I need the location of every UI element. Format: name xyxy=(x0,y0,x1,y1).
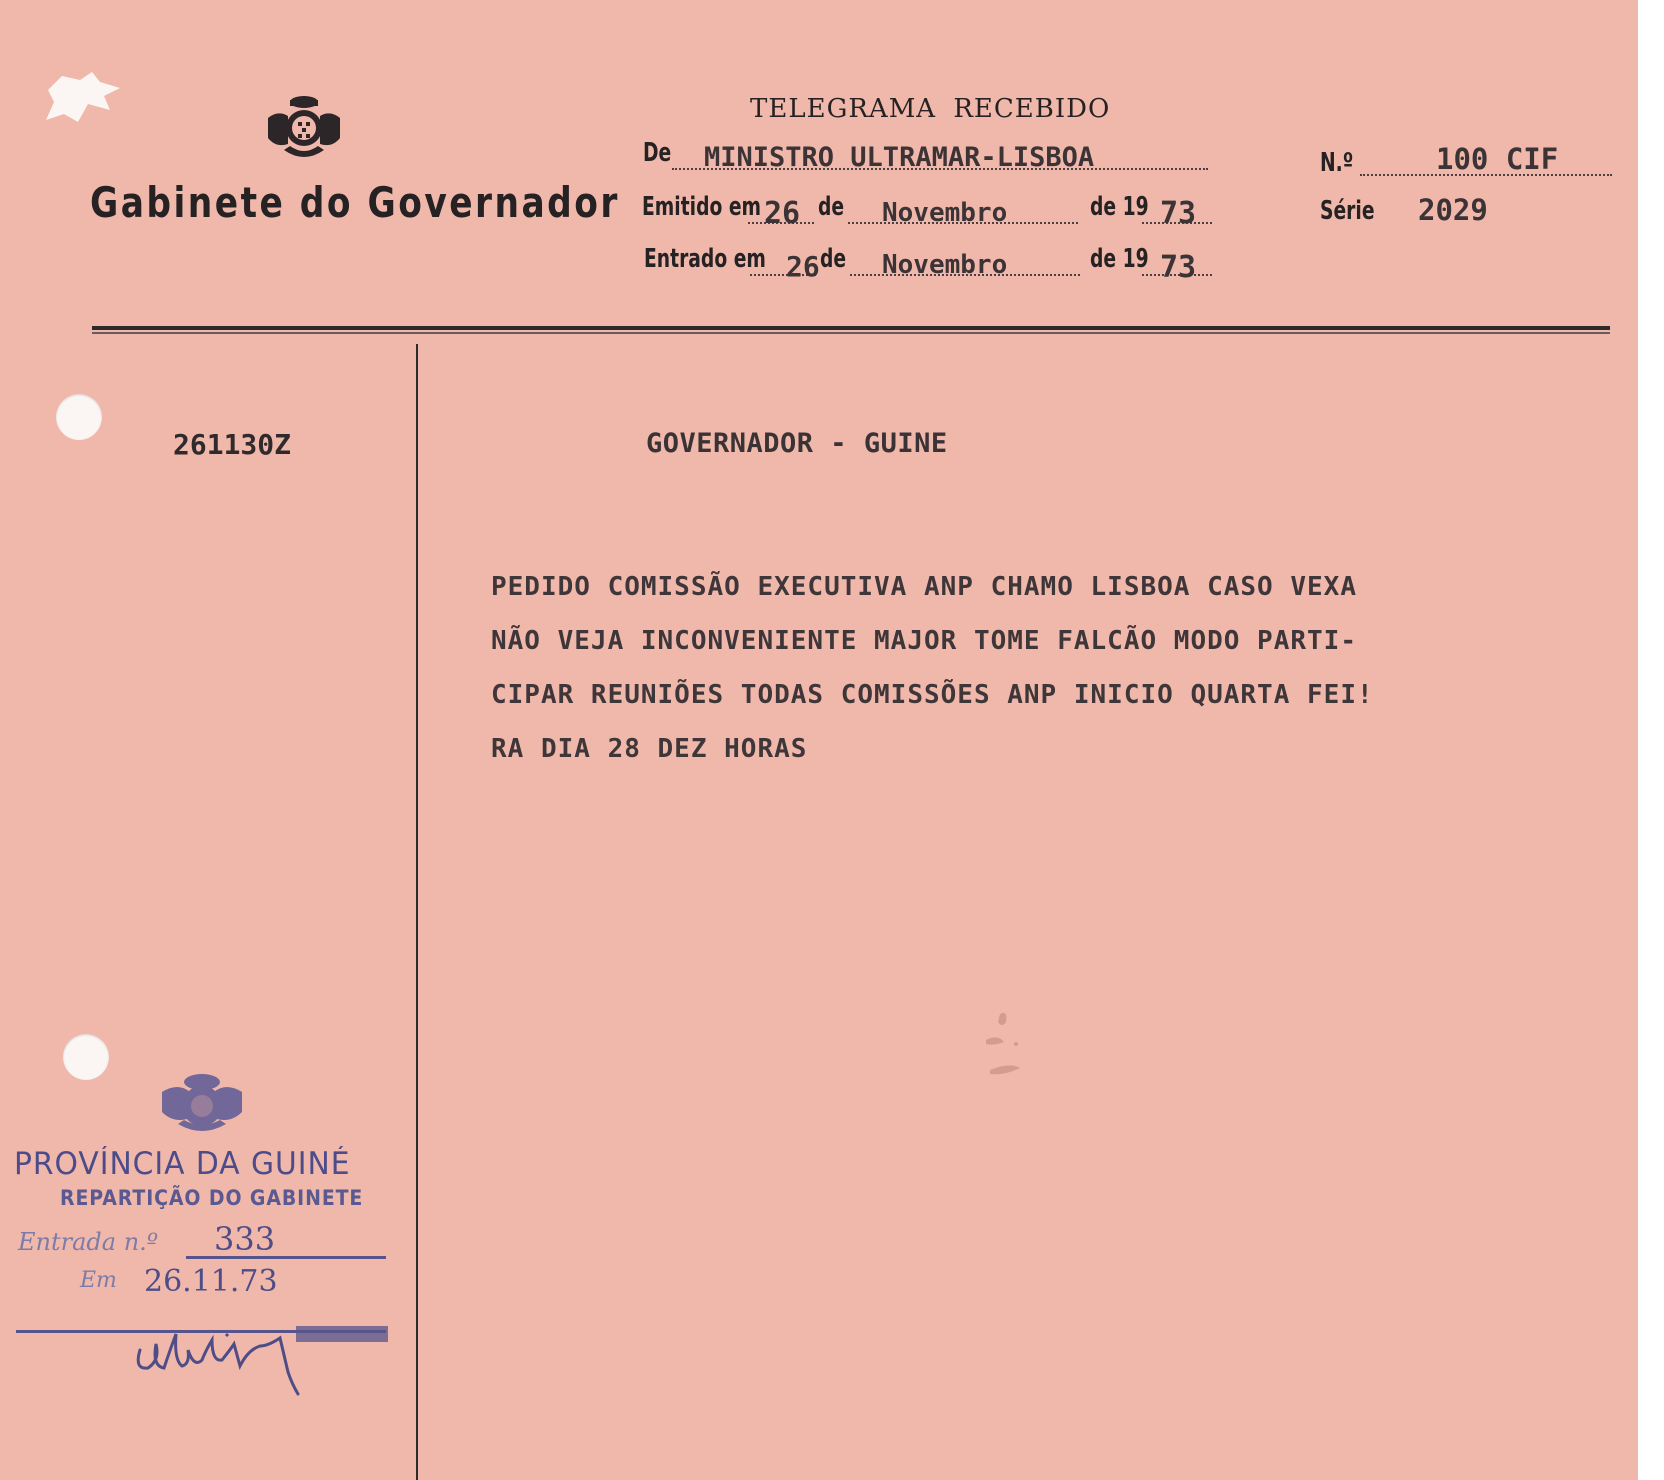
message-line-4: RA DIA 28 DEZ HORAS xyxy=(491,734,808,764)
message-line-3: CIPAR REUNIÕES TODAS COMISSÕES ANP INICIO QUARTA FEI! xyxy=(491,680,1374,710)
stamp-date-value: 26.11.73 xyxy=(144,1264,278,1299)
series-label: Série xyxy=(1320,196,1375,226)
torn-corner xyxy=(40,70,126,130)
punch-hole-bottom xyxy=(63,1034,109,1080)
message-addressee: GOVERNADOR - GUINE xyxy=(646,428,948,459)
office-title: Gabinete do Governador xyxy=(90,178,620,227)
issued-year-prefix: de 19 xyxy=(1090,192,1149,222)
issued-de: de xyxy=(818,192,845,222)
stamp-crest-icon xyxy=(154,1068,250,1138)
message-line-1: PEDIDO COMISSÃO EXECUTIVA ANP CHAMO LISBOA CASO VEXA xyxy=(491,572,1357,602)
stamp-subtitle: REPARTIÇÃO DO GABINETE xyxy=(60,1186,364,1210)
received-day: 26 xyxy=(786,250,820,283)
column-divider xyxy=(416,344,418,1480)
received-year: 73 xyxy=(1160,250,1197,285)
issued-label: Emitido em xyxy=(642,192,762,222)
received-month: Novembro xyxy=(882,250,1008,280)
handwritten-signature xyxy=(130,1310,390,1400)
number-label: N.º xyxy=(1320,148,1354,178)
received-year-prefix: de 19 xyxy=(1090,244,1149,274)
stamp-entry-label: Entrada n.º xyxy=(18,1228,159,1256)
scan-margin xyxy=(1638,0,1664,1480)
from-label: De xyxy=(643,138,672,168)
received-de: de xyxy=(820,244,847,274)
number-value: 100 CIF xyxy=(1436,142,1559,176)
from-value: MINISTRO ULTRAMAR-LISBOA xyxy=(704,142,1095,173)
ink-smudge xyxy=(980,1010,1040,1090)
stamp-date-label: Em xyxy=(80,1268,117,1293)
stamp-title: PROVÍNCIA DA GUINÉ xyxy=(14,1146,351,1182)
coat-of-arms-icon xyxy=(258,88,350,164)
message-reference: 261130Z xyxy=(173,428,292,461)
received-label: Entrado em xyxy=(644,244,766,274)
punch-hole-top xyxy=(56,394,102,440)
header-divider xyxy=(92,326,1610,330)
issued-month: Novembro xyxy=(882,198,1008,228)
telegram-title: TELEGRAMA RECEBIDO xyxy=(750,94,1111,124)
issued-day: 26 xyxy=(764,196,801,231)
message-line-2: NÃO VEJA INCONVENIENTE MAJOR TOME FALCÃO MODO PARTI- xyxy=(491,626,1357,656)
series-value: 2029 xyxy=(1418,193,1488,227)
issued-year: 73 xyxy=(1160,196,1197,231)
stamp-entry-number: 333 xyxy=(214,1220,276,1258)
header-divider-secondary xyxy=(92,332,1610,334)
